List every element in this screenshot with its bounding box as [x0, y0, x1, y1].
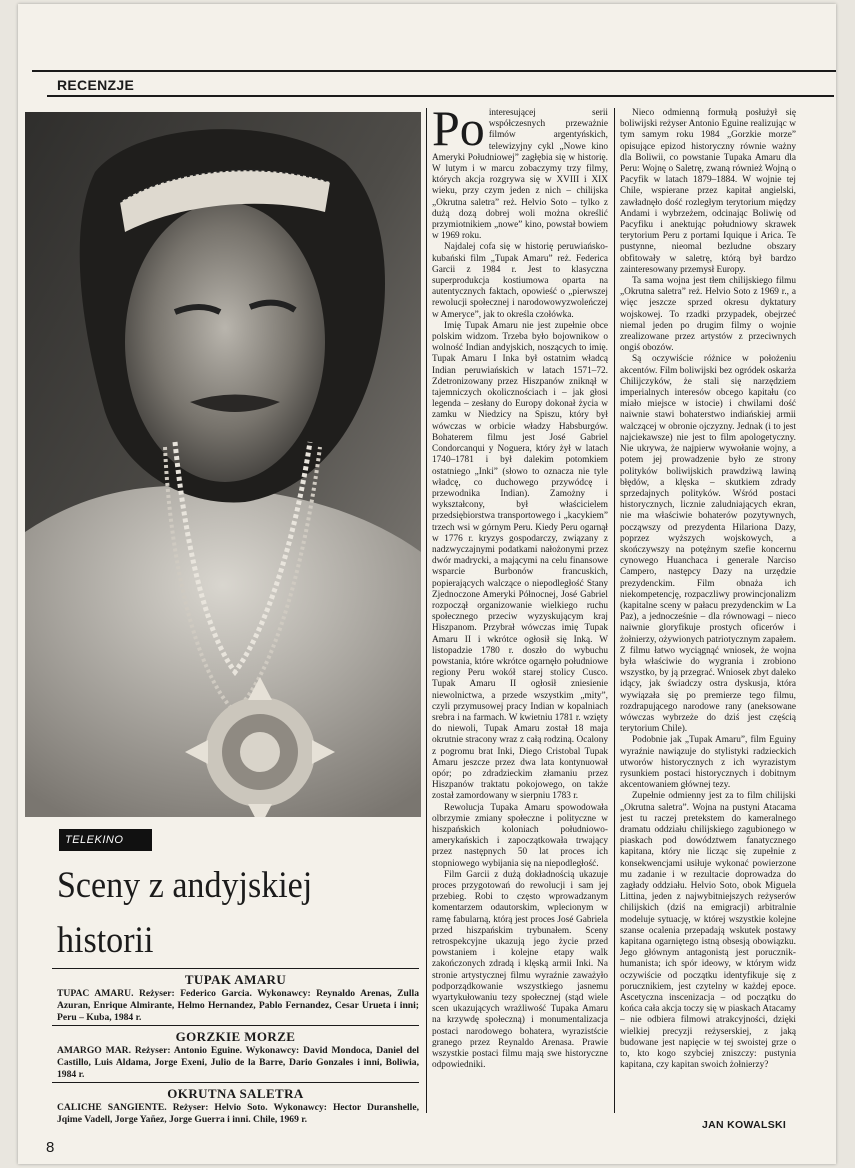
paragraph-3: Imię Tupak Amaru nie jest zupełnie obce polskim widzom. Trzeba było bojownikow o wolność Indian andyjskich, noszących to imię. Tupak Amaru I Inka był ostatnim władcą Indian peruwiańskich w latach 1571–72. Zdetronizowany przez Hiszpanów zniknął w tajemniczych okolicznościach i – jak głosi legenda – zesłany do Europy dokonał życia w zamku w Niedzicy na Spiszu, który był wówczas w orbicie władzy Habsburgów. Bohaterem filmu jest José Gabriel Condorcanqui y Noguera, który żył w latach 1740–1781 i był dalekim potomkiem ostatniego „Inki” (słowo to oznacza nie tyle władcę, co duchowego przywódcę i przewodnika Indian). Zamożny i wykształcony, był właścicielem przedsiębiorstwa transportowego i „kacykiem” trzech wsi w górnym Peru. Kiedy Peru ogarnął w 1776 r. kryzys gospodarczy, związany z nadzwyczajnymi podatkami nałożonymi przez dwór madrycki, a mającymi na celu finansowe wsparcie Burbonów francuskich, popierających walczące o niepodległość Stany Zjednoczone Ameryki Północnej, José Gabriel rozpoczął organizowanie wielkiego ruchu społecznego przeciw wyzyskującym kraj Hiszpanom. Przybrał wówczas imię Tupak Amaru II i wkrótce ogłosił się Inką. W listopadzie 1780 r. doszło do wybuchu powstania, które wkrótce ogarnęło południowe regiony Peru wokół starej stolicy Cusco. Tupak Amaru II ogłosił zniesienie niewolnictwa, a przede wszystkim „mity”, czyli przymusowej pracy Indian w kopalniach srebra i na farmach. W kwietniu 1781 r. wzięty do niewoli, Tupak Amaru został 18 maja okrutnie stracony wraz z całą rodziną. Ocalony z pogromu brat Inki, Diego Cristobal Tupak Amaru jeszcze przez dwa lata kontynuował opór; po zdradzieckim złamaniu przez Hiszpanów traktatu pokojowego, on także został zamordowany w sierpniu 1783 r.	[432, 320, 608, 802]
section-label: RECENZJE	[57, 77, 135, 93]
paragraph-9: Podobnie jak „Tupak Amaru”, film Eguiny wyraźnie nawiązuje do stylistyki radzieckich utworów historycznych z ich wyrazistym rysunkiem postaci historycznych i dobitnym akcentowaniem głównej tezy.	[620, 735, 796, 791]
paragraph-6: Nieco odmienną formułą posłużył się boliwijski reżyser Antonio Eguine realizując w tym samym roku 1984 „Gorzkie morze” opisujące epizod historyczny równie ważny dla Boliwii, co powstanie Tupaka Amaru dla Peru: Wojnę o Saletrę, zwaną również Wojną o Pacyfik w latach 1879–1884. W wojnie tej Chile, wspierane przez kapitał angielski, zawładnęło dość rozległym terytorium między Andami i wybrzeżem, odcinając Boliwię od Pacyfiku i anektując południowy skrawek terytorium Peru z portami Iquique i Arica. Te pustynne, nieomal bezludne obszary obfitowały w saletrę, którą był bardzo zainteresowany przemysł Europy.	[620, 108, 796, 275]
credit-text-3: CALICHE SANGIENTE. Reżyser: Helvio Soto. Wykonawcy: Hector Duranshelle, Jqime Vadell, Jorge Yañez, Jorge Guerra i inni. Chile, 1969 r.	[57, 1102, 419, 1125]
film-still-photo	[25, 112, 421, 817]
credit-text-1: TUPAC AMARU. Reżyser: Federico Garcia. Wykonawcy: Reynaldo Arenas, Zulla Azuran, Enrique Almirante, Helmo Hernandez, Pablo Fernandez, Cesar Urueta i inni; Peru – Kuba, 1984 r.	[57, 988, 419, 1023]
credits-rule-3	[52, 1082, 419, 1083]
section-rule	[47, 95, 834, 97]
paragraph-1: Po interesującej serii współczesnych przeważnie filmów argentyńskich, telewizyjny cykl „Nowe kino Ameryki Południowej” zagłębia się w historię. W lutym i w marcu zobaczymy trzy filmy, których akcja rozgrywa się w XVIII i XIX wieku, przy czym jeden z nich – chilijska „Okrutna saletra” reż. Helvio Soto – tylko z dużą dozą dobrej woli można określić przymiotnikiem „nowe” kino, powstał bowiem w 1969 roku.	[432, 108, 608, 242]
column-divider-1	[426, 108, 427, 1113]
credit-text-2: AMARGO MAR. Reżyser: Antonio Eguine. Wykonawcy: David Mondoca, Daniel del Castillo, Luis Aldama, Jorge Exeni, Julio de la Barre, Dario Gonzales i inni, Boliwia, 1984 r.	[57, 1045, 419, 1080]
paragraph-2: Najdalej cofa się w historię peruwiańsko-kubański film „Tupak Amaru” reż. Federica Garcii z 1984 r. Jest to klasyczna superprodukcja kostiumowa oparta na autentycznych faktach, opowieść o „pierwszej rewolucji społecznej i narodowowyzwoleńczej w Ameryce”, jak to określa czołówka.	[432, 242, 608, 320]
telekino-tag: TELEKINO	[59, 829, 152, 851]
headline-line-1: Sceny z andyjskiej	[57, 865, 313, 906]
dropcap: Po	[432, 108, 485, 156]
paragraph-7: Ta sama wojna jest tłem chilijskiego filmu „Okrutna saletra” reż. Helvio Soto z 1969 r., a więc jeszcze sprzed okresu dyktatury wojskowej. To rzadki przypadek, obejrzeć niemal jeden po drugim filmy o wojnie zrealizowane przez artystów z przeciwnych ongiś obozów.	[620, 276, 796, 354]
paragraph-10: Zupełnie odmienny jest za to film chilijski „Okrutna saletra”. Wojna na pustyni Atacama jest tu raczej pretekstem do kameralnego dramatu oddziału chilijskiego zagubionego w piaskach pod dowództwem fanatycznego kapitana, który nie licząc się zupełnie z konsekwencjami usiłuje wykonać powierzone mu zadanie i w rezultacie doprowadza do zagłady oddziału. Helvio Soto, obok Miguela Littina, jeden z najwybitniejszych reżyserów chilijskich (dziś na emigracji) arbitralnie modeluje sytuację, w której wszystkie kolejne szanse ocalenia przepadają wskutek postawy kapitana ogarniętego istną obsesją obowiązku. Jego głównym antagonistą jest porucznik-humanista; ich spór ideowy, w którym widz oczywiście od początku identyfikuje się z porucznikiem, jest czytelny w każdej epoce. Ascetyczna inscenizacja – od początku do końca cała akcja toczy się w piaskach Atacamy – nie odbiera filmowi atrakcyjności, dzięki wielkiej precyzji reżyserskiej, z jaką budowane jest napięcie w tej swoistej grze o to, kto kogo szybciej zniszczy: pustynia kapitana, czy kapitan swoich żołnierzy?	[620, 791, 796, 1071]
article-column-2	[620, 108, 796, 1114]
paragraph-4: Rewolucja Tupaka Amaru spowodowała olbrzymie zmiany społeczne i polityczne w hiszpańskich koloniach południowo-amerykańskich i zapoczątkowała trwający przez następnych 50 lat proces ich stopniowego wybijania się na niepodległość.	[432, 802, 608, 869]
author-signature: JAN KOWALSKI	[702, 1119, 787, 1131]
page-number: 8	[46, 1139, 55, 1156]
paragraph-8: Są oczywiście różnice w położeniu akcentów. Film boliwijski bez ogródek oskarża Chilijczyków, że stali się narzędziem imperialnych interesów obcego kapitału (co miało miejsce w istocie) i chwilami dość naiwnie stawi bohaterstwo indiańskiej armii walczącej w obronie ojczyzny. Jednak (i to jest najciekawsze) nie jest to film apologetyczny. Nie ukrywa, że najpierw wywołanie wojny, a potem jej prowadzenie było ze strony polityków boliwijskich prawdziwą lawiną błędów, a klęska – skutkiem zdrady sprzedajnych polityków. Wśród postaci historycznych, licznie zaludniających ekran, nie ma właściwie bohaterów pozytywnych, począwszy od prezydenta Hilariona Dazy, poprzez wyższych wojskowych, a skończywszy na potężnym szefie koncernu cynowego Huanchaca i generale Narciso Campero, następcy Dazy na urzędzie prezydenckim. Film obnaża ich niekompetencję, rozpaczliwy prowincjonalizm (kapitalne sceny w pałacu prezydenckim w La Paz), a jednocześnie – dla równowagi – nieco naiwnie gloryfikuje prostych oficerów i żołnierzy, ożywionych patriotycznym zapałem. Z filmu łatwo wyciągnąć wniosek, że wojna była właściwie do wygrania i zrobiono wszystko, by ją przegrać. Wniosek zbyt daleko idący, jak świadczy ostra dyskusja, która wywiązała się po premierze tego filmu, rozdrapującego narodowe rany (aneksowane wówczas wybrzeże do dziś jest częścią terytorium Chile).	[620, 354, 796, 735]
paragraph-5: Film Garcii z dużą dokładnością ukazuje proces przygotowań do rewolucji i sam jej przebieg. Robi to często wprowadzanym komentarzem odautorskim, wplecionym w ramę fabularną, którą jest proces José Gabriela przed hiszpańskim trybunałem. Sceny retrospekcyjne ukazują jego życie przed powstaniem i kolejne etapy walk zakończonych zdradą i klęską armii Inki. Na stronie artystycznej filmu wyraźnie zaważyło podporządkowanie wszystkiego jasnemu wyartykułowaniu tezy społecznej (stąd wiele scen ukazujących wrażliwość Tupaka Amaru na krzywdę społeczną) i monumentalizacja postaci narodowego bohatera, wyrazistście granego przez Reynaldo Arenasa. Prawie wszystkie postaci filmu mają swe historyczne odpowiedniki.	[432, 869, 608, 1071]
article-column-1	[432, 108, 608, 1111]
top-rule	[32, 70, 836, 72]
credits-rule-1	[52, 968, 419, 969]
portrait-illustration	[25, 112, 421, 817]
article-headline	[57, 858, 388, 968]
headline-line-2: historii	[57, 920, 154, 961]
credit-title-2: GORZKIE MORZE	[175, 1029, 296, 1044]
credit-title-3: OKRUTNA SALETRA	[167, 1086, 304, 1101]
credits-rule-2	[52, 1025, 419, 1026]
credit-title-1: TUPAK AMARU	[184, 972, 287, 987]
column-divider-2	[614, 108, 615, 1113]
